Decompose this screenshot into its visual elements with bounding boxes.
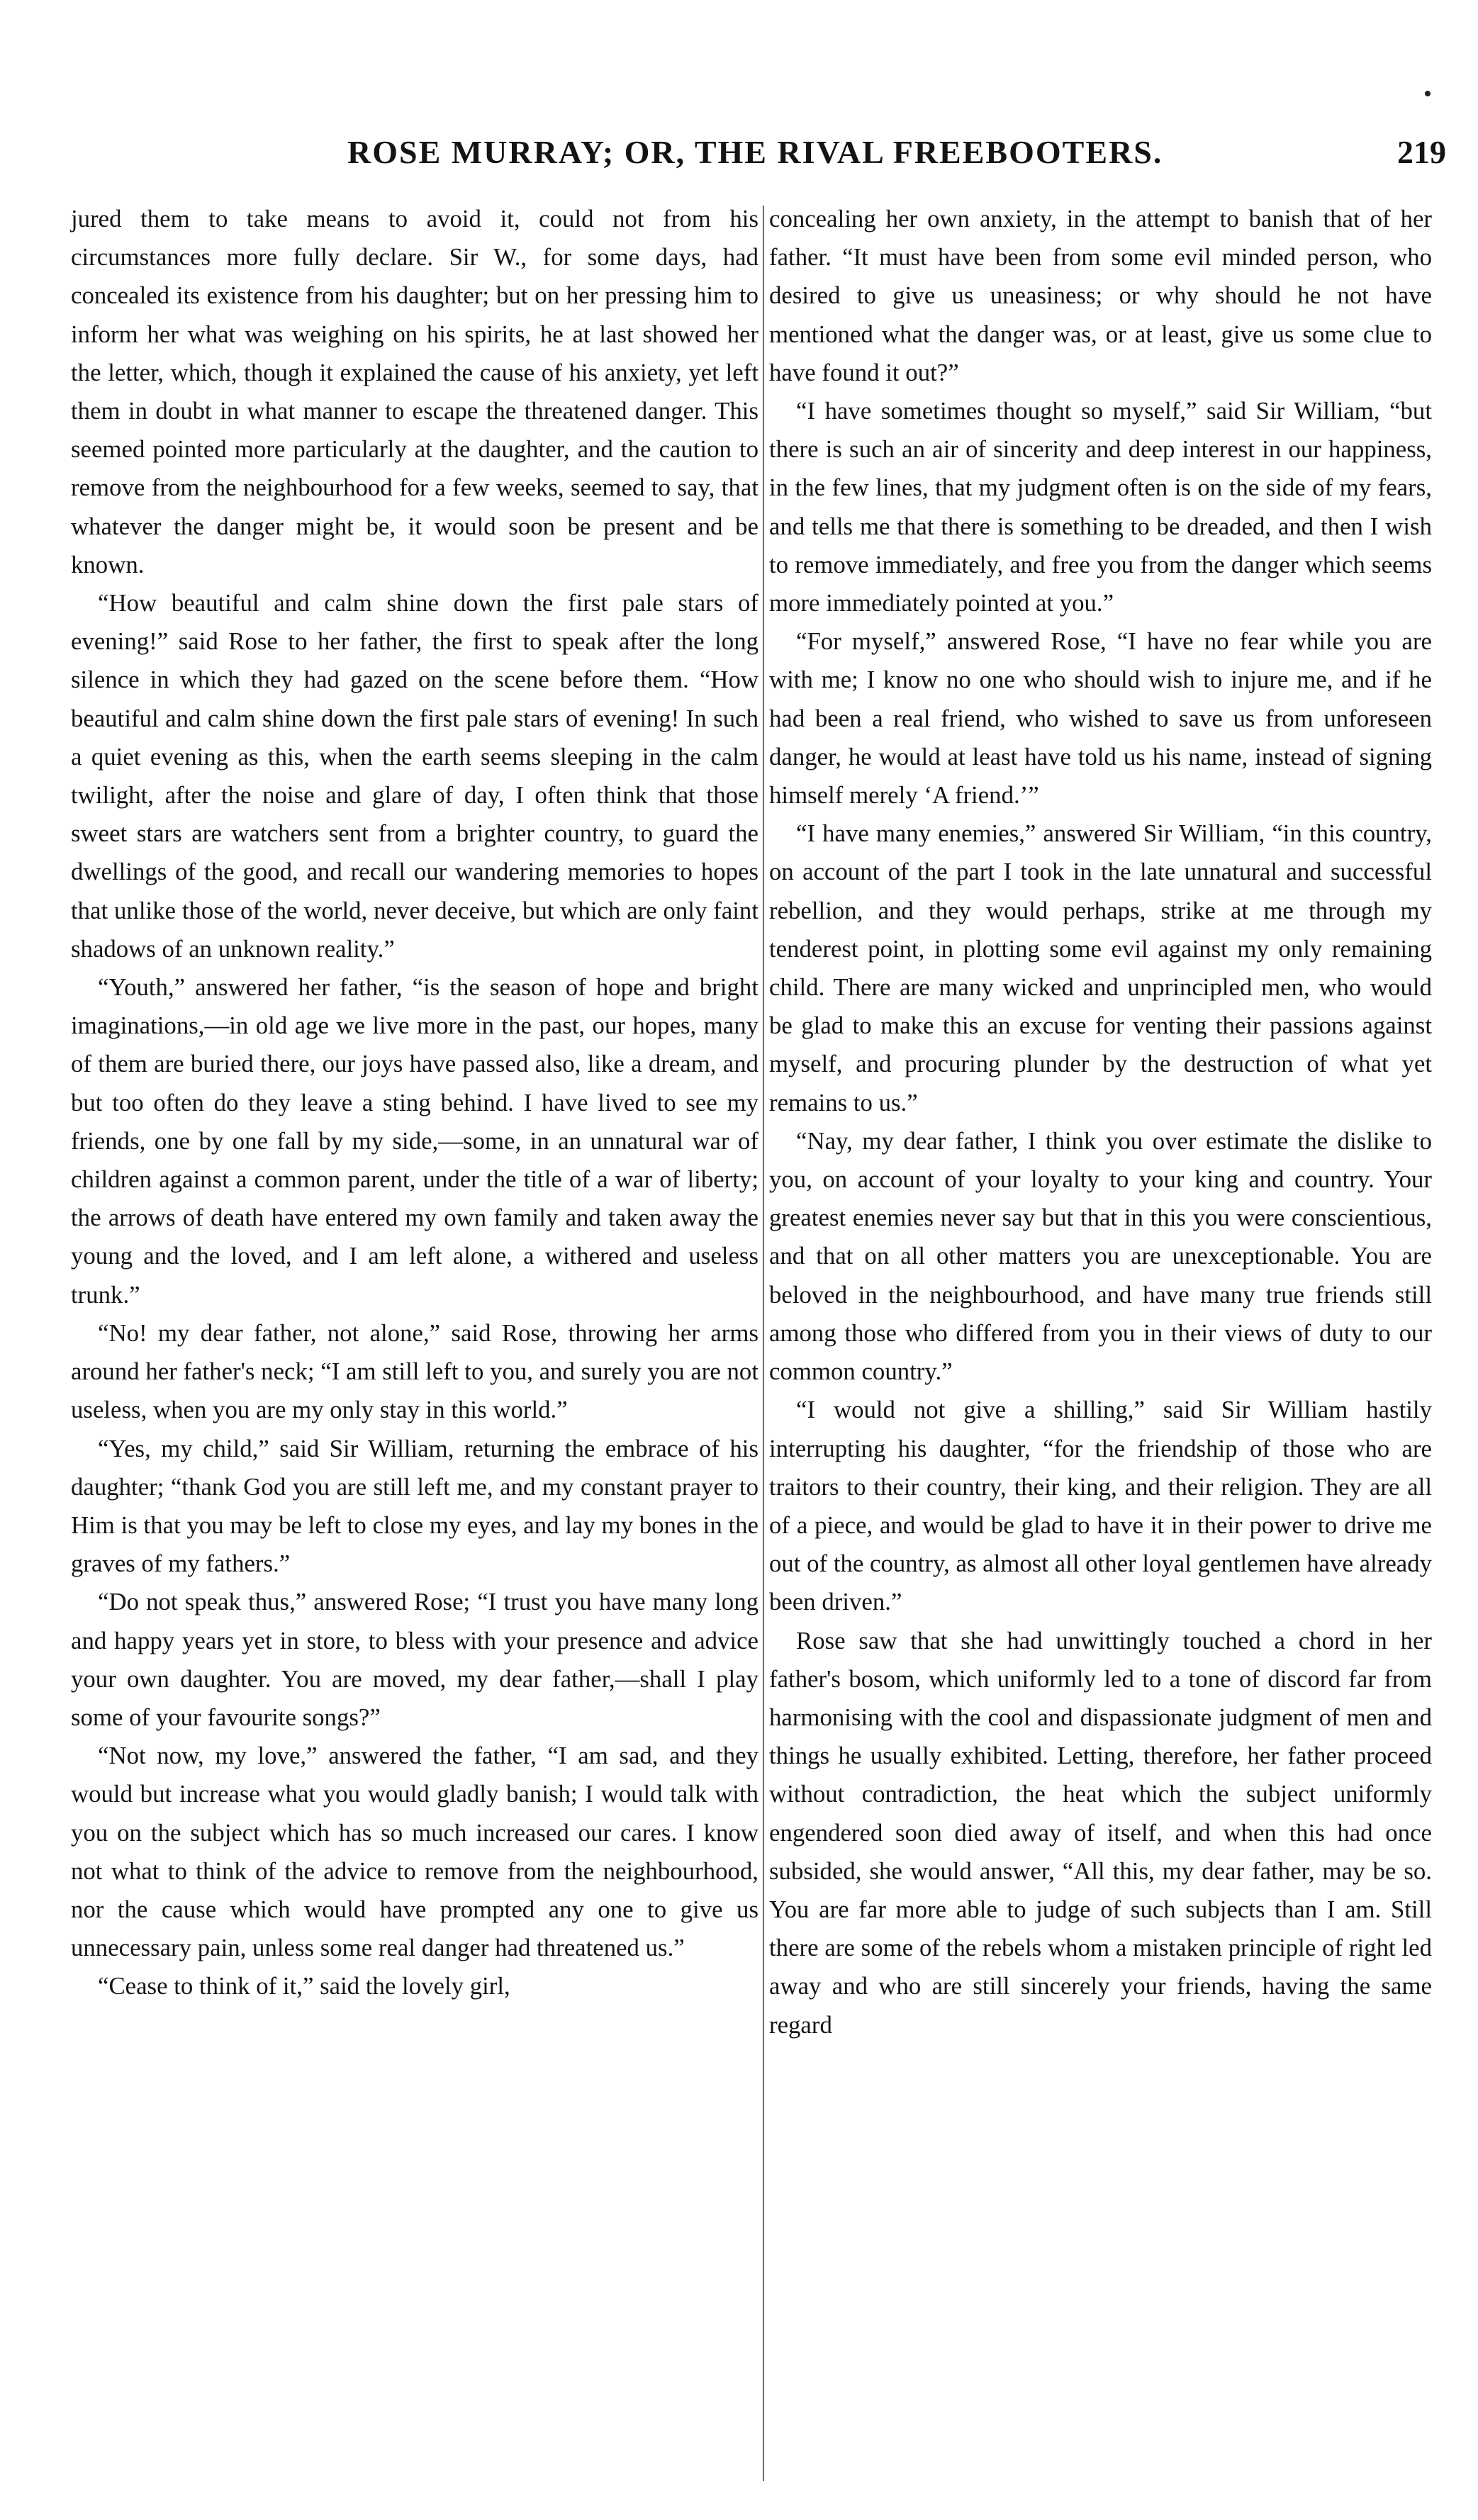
page-header bbox=[347, 133, 1446, 183]
page-number: 219 bbox=[1397, 134, 1446, 170]
paragraph: “Do not speak thus,” answered Rose; “I trust you have many long and happy years yet in store, to bless with your presence and advice your own daughter. You are moved, my dear father,—shall I play some of your favourite songs?” bbox=[71, 1588, 758, 1731]
paragraph: “I would not give a shilling,” said Sir William hastily interrupting his daughter, “for the friendship of those who are traitors to their country, their king, and their religion. They are all of a piece, and would be glad to have it in their power to drive me out of the country, as almost all other loyal gentlemen have already been driven.” bbox=[769, 1396, 1433, 1616]
paragraph: concealing her own anxiety, in the attempt to banish that of her father. “It must have been from some evil minded person, who desired to give us uneasiness; or why should he not have mentioned what the danger was, or at least, give us some clue to have found it out?” bbox=[769, 205, 1432, 386]
right-column bbox=[769, 200, 1432, 2044]
paragraph: “Not now, my love,” answered the father, “I am sad, and they would but increase what you would gladly banish; I would talk with you on the subject which has so much increased our cares. I know not what to think of the advice to remove from the neighbourhood, nor the cause which would have prompted any one to give us unnecessary pain, unless some real danger had threatened us.” bbox=[71, 1742, 758, 1962]
paragraph: “Youth,” answered her father, “is the season of hope and bright imaginations,—in old age we live more in the past, our hopes, many of them are buried there, our joys have passed also, like a dream, and but too often do they leave a sting behind. I have lived to see my friends, one by one fall by my side,—some, in an unnatural war of children against a common parent, under the title of a war of liberty; the arrows of death have entered my own family and taken away the young and the loved, and I am left alone, a withered and useless trunk.” bbox=[71, 973, 758, 1309]
ink-speck bbox=[1425, 91, 1431, 96]
paragraph: Rose saw that she had unwittingly touched a chord in her father's bosom, which uniformly led to a tone of discord far from harmonising with the cool and dispassionate judgment of men and things he usually exhibited. Letting, therefore, her father proceed without contradiction, the heat which the subject uniformly engendered soon died away of itself, and when this had once subsided, she would answer, “All this, my dear father, may be so. You are far more able to judge of such subjects than I am. Still there are some of the rebels whom a mistaken principle of right led away and who are still sincerely your friends, having the same regard bbox=[769, 1626, 1432, 2039]
paragraph: jured them to take means to avoid it, could not from his circumstances more fully declare. Sir W., for some days, had concealed its existence from his daughter; but on her pressing him to inform her what was weighing on his spirits, he at last showed her the letter, which, though it explained the cause of his anxiety, yet left them in doubt in what manner to escape the threatened danger. This seemed pointed more particularly at the daughter, and the caution to remove from the neighbourhood for a few weeks, seemed to say, that whatever the danger might be, it would soon be present and be known. bbox=[71, 205, 758, 578]
running-title: ROSE MURRAY; OR, THE RIVAL FREEBOOTERS. bbox=[347, 134, 1163, 170]
paragraph: “No! my dear father, not alone,” said Rose, throwing her arms around her father's neck; “I am still left to you, and surely you are not useless, when you are my only stay in this world.” bbox=[71, 1318, 758, 1424]
paragraph: “I have many enemies,” answered Sir William, “in this country, on account of the part I took in the late unnatural and successful rebellion, and they would perhaps, strike at me through my tenderest point, in plotting some evil against my only remaining child. There are many wicked and unprincipled men, who would be glad to make this an excuse for venting their passions against myself, and procuring plunder by the destruction of what yet remains to us.” bbox=[769, 819, 1432, 1116]
paragraph: “Nay, my dear father, I think you over estimate the dislike to you, on account of your loyalty to your king and country. Your greatest enemies never say but that in this you were conscientious, and that on all other matters you are unexceptionable. You are beloved in the neighbourhood, and have many true friends still among those who differed from you in their views of duty to our common country.” bbox=[769, 1126, 1432, 1386]
paragraph: “For myself,” answered Rose, “I have no fear while you are with me; I know no one who should wish to injure me, and if he had been a real friend, who wished to save us from unforeseen danger, he would at least have told us his name, instead of signing himself merely ‘A friend.’” bbox=[769, 627, 1432, 810]
paragraph: “I have sometimes thought so myself,” said Sir William, “but there is such an air of sincerity and deep interest in our happiness, in the few lines, that my judgment often is on the side of my fears, and tells me that there is something to be dreaded, and then I wish to remove immediately, and free you from the danger which seems more immediately pointed at you.” bbox=[769, 397, 1432, 617]
paragraph: “Yes, my child,” said Sir William, returning the embrace of his daughter; “thank God you are still left me, and my constant prayer to Him is that you may be left to close my eyes, and lay my bones in the graves of my fathers.” bbox=[71, 1434, 758, 1578]
paragraph: “Cease to think of it,” said the lovely girl, bbox=[98, 1972, 510, 2000]
paragraph: “How beautiful and calm shine down the first pale stars of evening!” said Rose to her father, the first to speak after the long silence in which they had gazed on the scene before them. “How beautiful and calm shine down the first pale stars of evening! In such a quiet evening as this, when the earth seems sleeping in the calm twilight, after the noise and glare of day, I often think that those sweet stars are watchers sent from a brighter country, to guard the dwellings of the good, and recall our wandering memories to hopes that unlike those of the world, never deceive, but which are only faint shadows of an unknown reality.” bbox=[71, 589, 758, 963]
column-divider bbox=[763, 206, 764, 2481]
left-column bbox=[71, 200, 758, 2006]
